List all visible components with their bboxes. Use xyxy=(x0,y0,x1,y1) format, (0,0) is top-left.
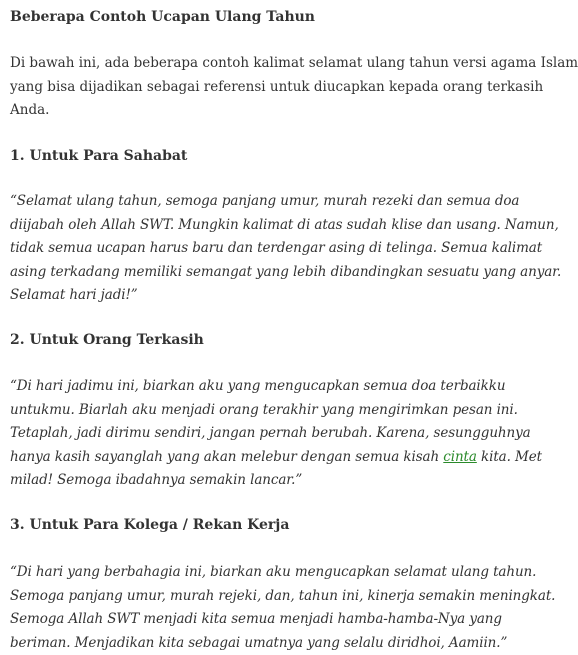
section-heading-sahabat: 1. Untuk Para Sahabat xyxy=(10,145,187,167)
quote-kolega xyxy=(10,561,522,655)
intro-line: yang bisa dijadikan sebagai referensi untuk diucapkan kepada orang terkasih xyxy=(10,76,522,100)
quote-line: Semoga panjang umur, murah rejeki, dan, tahun ini, kinerja semakin meningkat. xyxy=(10,585,522,609)
section-heading-terkasih: 2. Untuk Orang Terkasih xyxy=(10,329,204,351)
quote-line: untukmu. Biarlah aku menjadi orang terakhir yang mengirimkan pesan ini. xyxy=(10,399,522,423)
quote-line: “Selamat ulang tahun, semoga panjang umur, murah rezeki dan semua doa xyxy=(10,190,522,214)
quote-text: kita. Met xyxy=(477,449,542,465)
quote-line: Tetaplah, jadi dirimu sendiri, jangan pernah berubah. Karena, sesungguhnya xyxy=(10,422,522,446)
quote-line: diijabah oleh Allah SWT. Mungkin kalimat di atas sudah klise dan usang. Namun, xyxy=(10,214,522,238)
quote-line: asing terkadang memiliki semangat yang lebih dibandingkan sesuatu yang anyar. xyxy=(10,261,522,285)
quote-line: “Di hari jadimu ini, biarkan aku yang mengucapkan semua doa terbaikku xyxy=(10,375,522,399)
quote-line-with-link xyxy=(10,446,522,470)
intro-line: Anda. xyxy=(10,99,522,123)
intro-paragraph xyxy=(10,52,522,123)
quote-line: beriman. Menjadikan kita sebagai umatnya yang selalu diridhoi, Aamiin.” xyxy=(10,632,522,655)
quote-line: tidak semua ucapan harus baru dan terdengar asing di telinga. Semua kalimat xyxy=(10,237,522,261)
section-heading-kolega: 3. Untuk Para Kolega / Rekan Kerja xyxy=(10,514,289,536)
quote-sahabat xyxy=(10,190,522,308)
cinta-link[interactable]: cinta xyxy=(443,449,477,465)
quote-line: milad! Semoga ibadahnya semakin lancar.” xyxy=(10,469,522,493)
quote-line: Selamat hari jadi!” xyxy=(10,284,522,308)
intro-line: Di bawah ini, ada beberapa contoh kalimat selamat ulang tahun versi agama Islam xyxy=(10,52,522,76)
quote-terkasih xyxy=(10,375,522,493)
article-title: Beberapa Contoh Ucapan Ulang Tahun xyxy=(10,6,315,28)
quote-text: hanya kasih sayanglah yang akan melebur dengan semua kisah xyxy=(10,449,443,465)
quote-line: Semoga Allah SWT menjadi kita semua menjadi hamba-hamba-Nya yang xyxy=(10,608,522,632)
quote-line: “Di hari yang berbahagia ini, biarkan aku mengucapkan selamat ulang tahun. xyxy=(10,561,522,585)
